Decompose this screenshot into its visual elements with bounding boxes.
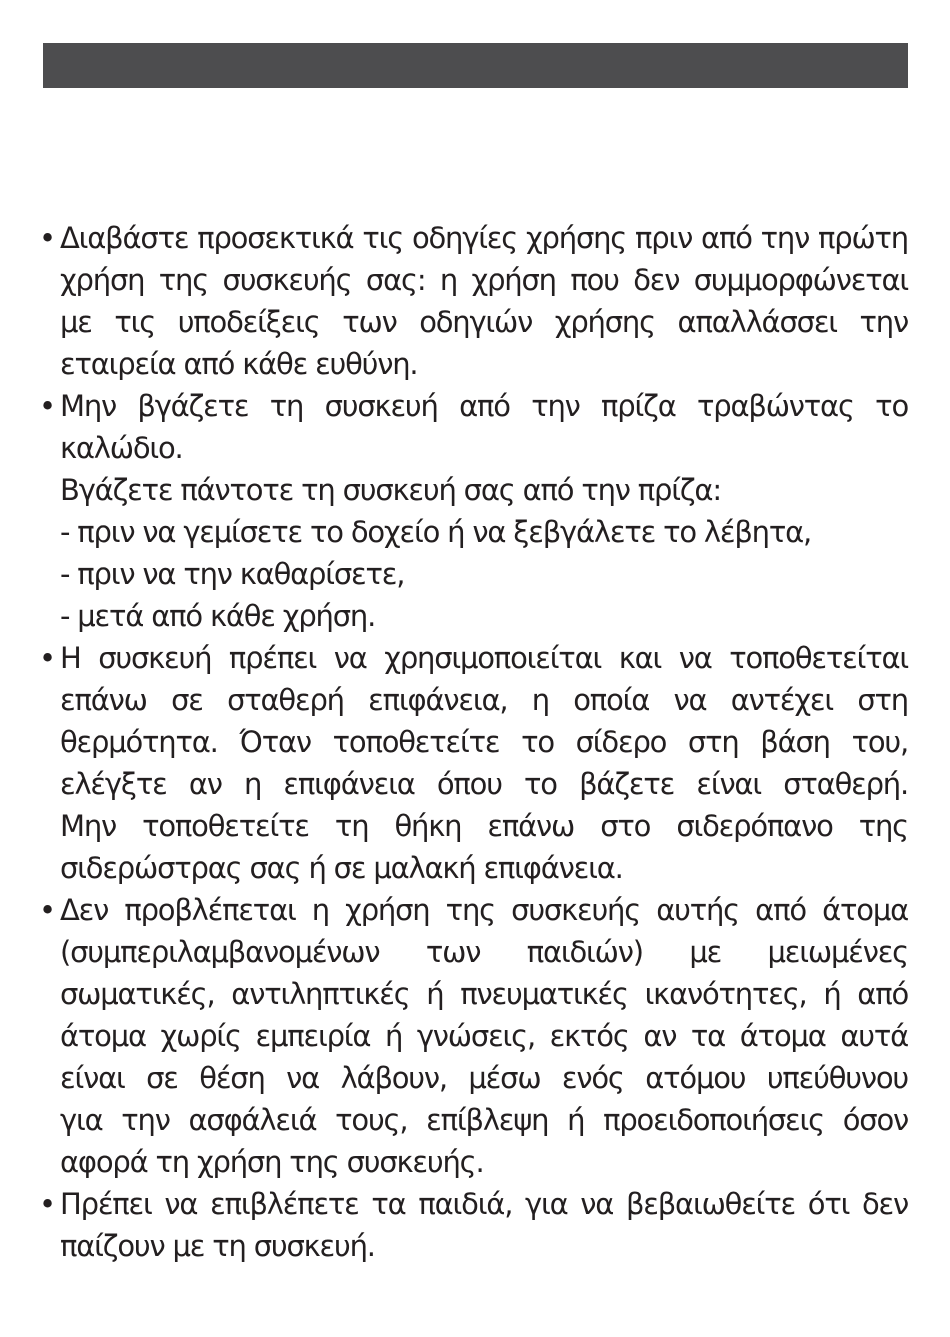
bullet-marker: • <box>39 1187 55 1221</box>
text-line: εταιρεία από κάθε ευθύνη. <box>60 347 418 381</box>
instructions-list <box>36 217 908 1267</box>
text-line: αφορά τη χρήση της συσκευής. <box>60 1145 484 1179</box>
bullet-item <box>36 1183 908 1267</box>
text-line: καλώδιο. <box>60 431 183 465</box>
header-bar <box>43 43 908 88</box>
bullet-marker: • <box>39 221 55 255</box>
text-line: Μην βγάζετε τη συσκευή από την πρίζα τραβώντας το <box>60 389 908 423</box>
text-line: χρήση της συσκευής σας: η χρήση που δεν συμμορφώνεται <box>60 263 908 297</box>
sub-item: - πριν να την καθαρίσετε, <box>60 557 405 591</box>
text-line: Διαβάστε προσεκτικά τις οδηγίες χρήσης πριν από την πρώτη <box>60 221 908 255</box>
text-line: είναι σε θέση να λάβουν, μέσω ενός ατόμου υπεύθυνου <box>60 1061 908 1095</box>
bullet-item <box>36 637 908 889</box>
text-line: σωματικές, αντιληπτικές ή πνευματικές ικανότητες, ή από <box>60 977 908 1011</box>
text-line: Μην τοποθετείτε τη θήκη επάνω στο σιδερόπανο της <box>60 809 908 843</box>
text-line: ελέγξτε αν η επιφάνεια όπου το βάζετε είναι σταθερή. <box>60 767 908 801</box>
text-line: Πρέπει να επιβλέπετε τα παιδιά, για να βεβαιωθείτε ότι δεν <box>60 1187 908 1221</box>
text-line: με τις υποδείξεις των οδηγιών χρήσης απαλλάσσει την <box>60 305 908 339</box>
text-line: Βγάζετε πάντοτε τη συσκευή σας από την πρίζα: <box>60 473 721 507</box>
bullet-marker: • <box>39 389 55 423</box>
sub-item: - πριν να γεμίσετε το δοχείο ή να ξεβγάλετε το λέβητα, <box>60 515 812 549</box>
text-line: θερμότητα. Όταν τοποθετείτε το σίδερο στη βάση του, <box>60 725 908 759</box>
sub-item: - μετά από κάθε χρήση. <box>60 599 376 633</box>
bullet-item <box>36 217 908 385</box>
text-line: για την ασφάλειά τους, επίβλεψη ή προειδοποιήσεις όσον <box>60 1103 908 1137</box>
text-line: επάνω σε σταθερή επιφάνεια, η οποία να αντέχει στη <box>60 683 908 717</box>
text-line: Η συσκευή πρέπει να χρησιμοποιείται και να τοποθετείται <box>60 641 908 675</box>
bullet-marker: • <box>39 893 55 927</box>
text-line: παίζουν με τη συσκευή. <box>60 1229 375 1263</box>
text-line: Δεν προβλέπεται η χρήση της συσκευής αυτής από άτομα <box>60 893 908 927</box>
bullet-item <box>36 385 908 637</box>
text-line: άτομα χωρίς εμπειρία ή γνώσεις, εκτός αν τα άτομα αυτά <box>60 1019 908 1053</box>
text-line: (συμπεριλαμβανομένων των παιδιών) με μειωμένες <box>60 935 908 969</box>
text-line: σιδερώστρας σας ή σε μαλακή επιφάνεια. <box>60 851 623 885</box>
bullet-item <box>36 889 908 1183</box>
bullet-marker: • <box>39 641 55 675</box>
